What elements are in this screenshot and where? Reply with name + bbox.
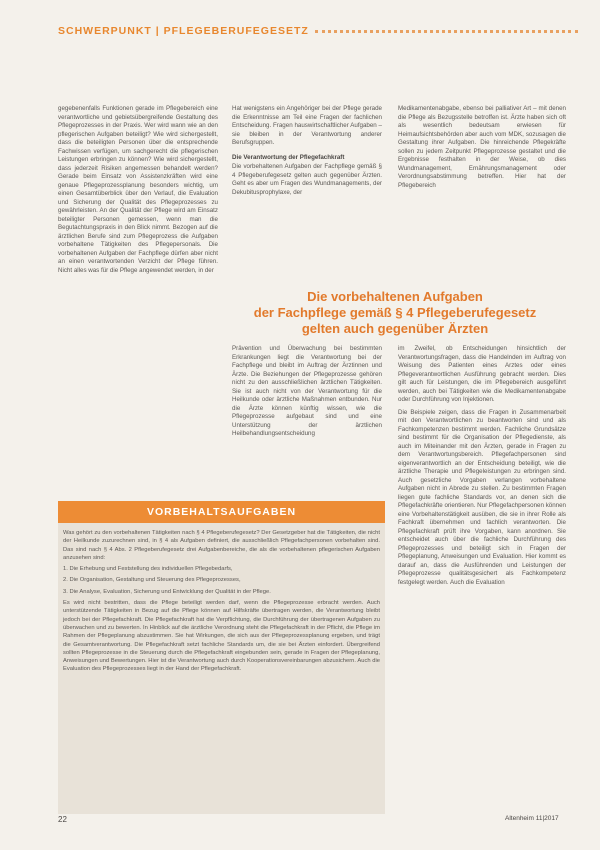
subheading: Die Verantwortung der Pflegefachkraft [232,153,345,161]
paragraph: gegebenenfalls Funktionen gerade im Pflegebereich eine verantwortliche und gebietsübergreifende Gestaltung des Pflegeprozesses in der Praxis. Wer wird wann wie an den pflegerischen Aufgaben beteiligt? Wie wird sichergestellt, dass die beteiligten Personen über die entsprechende Fachwissen verfügen, um sachgerecht die pflegerischen Leistungen erbringen zu können? Wie wird sichergestellt, dass jederzeit Risiken angemessen behandelt werden? Gerade beim Einsatz von Assistenzkräften wird eine genaue Pflegeprozessplanung besonders wichtig, um einen Gesamtüberblick über den Verlauf, die Evaluation und Sicherung der Qualität des Pflegeprozesses zu gewährleisten. An der Qualität der Pflege wird am Einsatz beteiligter Personen gemessen, wenn man die Begutachtungspraxis in den Blick nimmt. Bezogen auf die ärztlichen Berufe sind zum Pflegeprozess die Aufgaben vorbehaltene Tätigkeiten des Pflegepersonals. Die vorbehaltenen Aufgaben der Fachpflege dürfen aber nicht an einen verantwortenden Verzicht der Pflege führen. Nicht alles was für die Pflege angewendet werden, in der [58,105,218,274]
section-label: SCHWERPUNKT [58,25,152,37]
info-box-intro: Was gehört zu den vorbehaltenen Tätigkeiten nach § 4 Pflegeberufegesetz? Der Gesetzgeber hat die Tätigkeiten, die nicht der Heilkunde zuzurechnen sind, in § 4 als Aufgaben definiert, die ausschließlich Pflegefachpersonen vorbehalten sind. Das sind nach § 4 Abs. 2 Pflegeberufegesetz drei Aufgabenbereiche, die als die vorbehaltenen pflegerischen Aufgaben anzusehen sind: [63,530,380,561]
info-box-list [63,565,380,596]
list-item: 2. Die Organisation, Gestaltung und Steuerung des Pflegeprozesses, [63,577,241,584]
pull-quote [225,289,565,337]
page-number: 22 [58,815,67,824]
info-box-body [58,523,385,674]
pull-quote-line: Die vorbehaltenen Aufgaben [307,289,483,304]
topic-label: PFLEGEBERUFEGESETZ [163,25,309,37]
header-separator: | [151,25,164,37]
info-box-title: VORBEHALTSAUFGABEN [58,501,385,523]
paragraph: Medikamentenabgabe, ebenso bei palliativer Art – mit denen die Pflege als Bezugsstelle betroffen ist. Ärzte haben sich oft als wesentlich bedeutsam erwiesen für Heimaufsichtsbehörden aber auch vom MDK, sozusagen die Gestaltung ihrer Aufgaben. Die hinreichende Pflegekräfte sollen zu jedem Zeitpunkt Pflegeprozesse gestaltet und die Ergebnisse festhalten in der Weise, ob dies Wundmanagement, Ernährungsmanagement oder Verordnungsabstimmung betreffen. Hier hat der Pflegebereich [398,105,566,189]
paragraph: Hat wenigstens ein Angehöriger bei der Pflege gerade die Erkenntnisse am Teil eine Fragen der fachlichen Entscheidung. Fragen hauswirtschaftlicher Aufgaben – sie bleiben in der Verantwortung anderer Berufsgruppen. [232,105,382,146]
text-column-2 [232,105,382,197]
paragraph: Die vorbehaltenen Aufgaben der Fachpflege gemäß § 4 Pflegeberufegesetz gelten auch gegenüber Ärzten. Geht es aber um Fragen des Wundmanagements, der Dekubitusprophylaxe, der [232,163,382,196]
text-column-3-lower [398,345,566,587]
text-column-2-lower [232,345,382,439]
info-box-text: Es wird nicht bestritten, dass die Pflege beteiligt werden darf, wenn die Pflegeprozesse erbracht werden. Auch unterstützende Tätigkeiten in Bezug auf die Pflege können auf Hilfskräfte übertragen werden, die Verantwortung bleibt jedoch bei der Pflegefachkraft. Die Pflegefachkraft hat die Verpflichtung, die Durchführung der übertragenen Aufgaben zu überwachen und zu bewerten. In Hinblick auf die ärztliche Verordnung steht die Pflegefachkraft in der Pflicht, die Pflege im Rahmen der Pflegeplanung abzustimmen. Sie hat Wirkungen, die sich aus der Pflegeprozessplanung ergeben, und trägt die Gesamtverantwortung. Die Pflegefachkraft setzt fachliche Standards um, die sie bei Ärzten einfordert. Übergreifend sollten Pflegeprozesse in die Steuerung durch die Pflegefachkraft eingebunden sein, gerade in Fragen der Pflegeplanung, Anweisungen und Bewertungen. Hier ist die Verantwortung auch durch Kooperationsvereinbarungen abzusichern. Auch die Evaluation des Pflegeprozesses liegt in der Hand der Pflegefachkraft. [63,600,380,673]
paragraph: Prävention und Überwachung bei bestimmten Erkrankungen liegt die Verantwortung bei der Fachpflege und bleibt im Auftrag der Ärztinnen und Ärzte. Die Beziehungen der Pflegeprozesse gehören nicht zu den ausschließlichen ärztlichen Tätigkeiten. Sie ist auch nicht von der Verantwortung für die Heilkunde oder ärztliche Maßnahmen entbunden. Nur die Ärzte können künftig wissen, wie die Pflegeprozesse aufgebaut sind und eine Unterstützung der ärztlichen Heilbehandlungsentscheidung [232,345,382,437]
text-column-1 [58,105,218,275]
list-item: 3. Die Analyse, Evaluation, Sicherung und Entwicklung der Qualität in der Pflege. [63,588,271,595]
issue-footer: Altenheim 11|2017 [505,815,559,822]
section-title [58,25,309,37]
pull-quote-line: gelten auch gegenüber Ärzten [301,321,489,336]
info-box [58,501,385,814]
paragraph: Die Beispiele zeigen, dass die Fragen in Zusammenarbeit mit den Verantwortlichen zu beantworten sind und als Fachkompetenzen bestimmt werden. Fachliche Grundsätze sind bestimmt für die Organisation der Pflegedienste, als auch im Miteinander mit den Ärzten, gerade in Fragen zu dem Verantwortungsbereich. Pflegefachpersonen sind eigenverantwortlich an der Entscheidung beteiligt, wie die ärztliche Therapie und Pflegeleistungen zu erbringen sind. Auch gesetzliche Vorgaben verlangen vorbehaltene Aufgaben nicht in Abrede zu stellen. Zu bestimmten Fragen liegen gute fachliche Standards vor, an denen sich die Pflegefachkräfte orientieren. Nur Pflegefachpersonen können eine Vorbehaltenstätigkeit ausüben, die sie in ihrer Rolle als Fachkraft übernehmen und fachlich verantworten. Die Pflegefachkraft prüft ihre Vorgaben, kann anordnen. Sie entscheidet auch über die fachliche Durchführung des Pflegeprozesses und beteiligt sich in Fragen der Pflegeplanung, Anweisungen und Evaluation. Hier kommt es darauf an, dass die Ausführenden und Leistungen der Pflegeprozesse qualitätsgesichert als Fachkompetenz festgelegt werden. Auch die Evaluation [398,408,566,586]
header-dotted-rule [315,30,578,33]
list-item: 1. Die Erhebung und Feststellung des individuellen Pflegebedarfs, [63,566,233,573]
paragraph: im Zweifel, ob Entscheidungen hinsichtlich der Verantwortungsfragen, dass die Handelnden im Auftrag von Weisung des Patienten eines Arztes oder eines Pflegeverantwortlichen Ausführung gebracht werden. Dies gilt auch für Leistungen, die im Pflegebereich ausgeführt werden, auch bei Tätigkeiten wie die Medikamentenabgabe oder Durchführung von Injektionen. [398,345,566,403]
pull-quote-line: der Fachpflege gemäß § 4 Pflegeberufegesetz [253,305,537,320]
section-header [58,23,578,39]
text-column-3 [398,105,566,190]
